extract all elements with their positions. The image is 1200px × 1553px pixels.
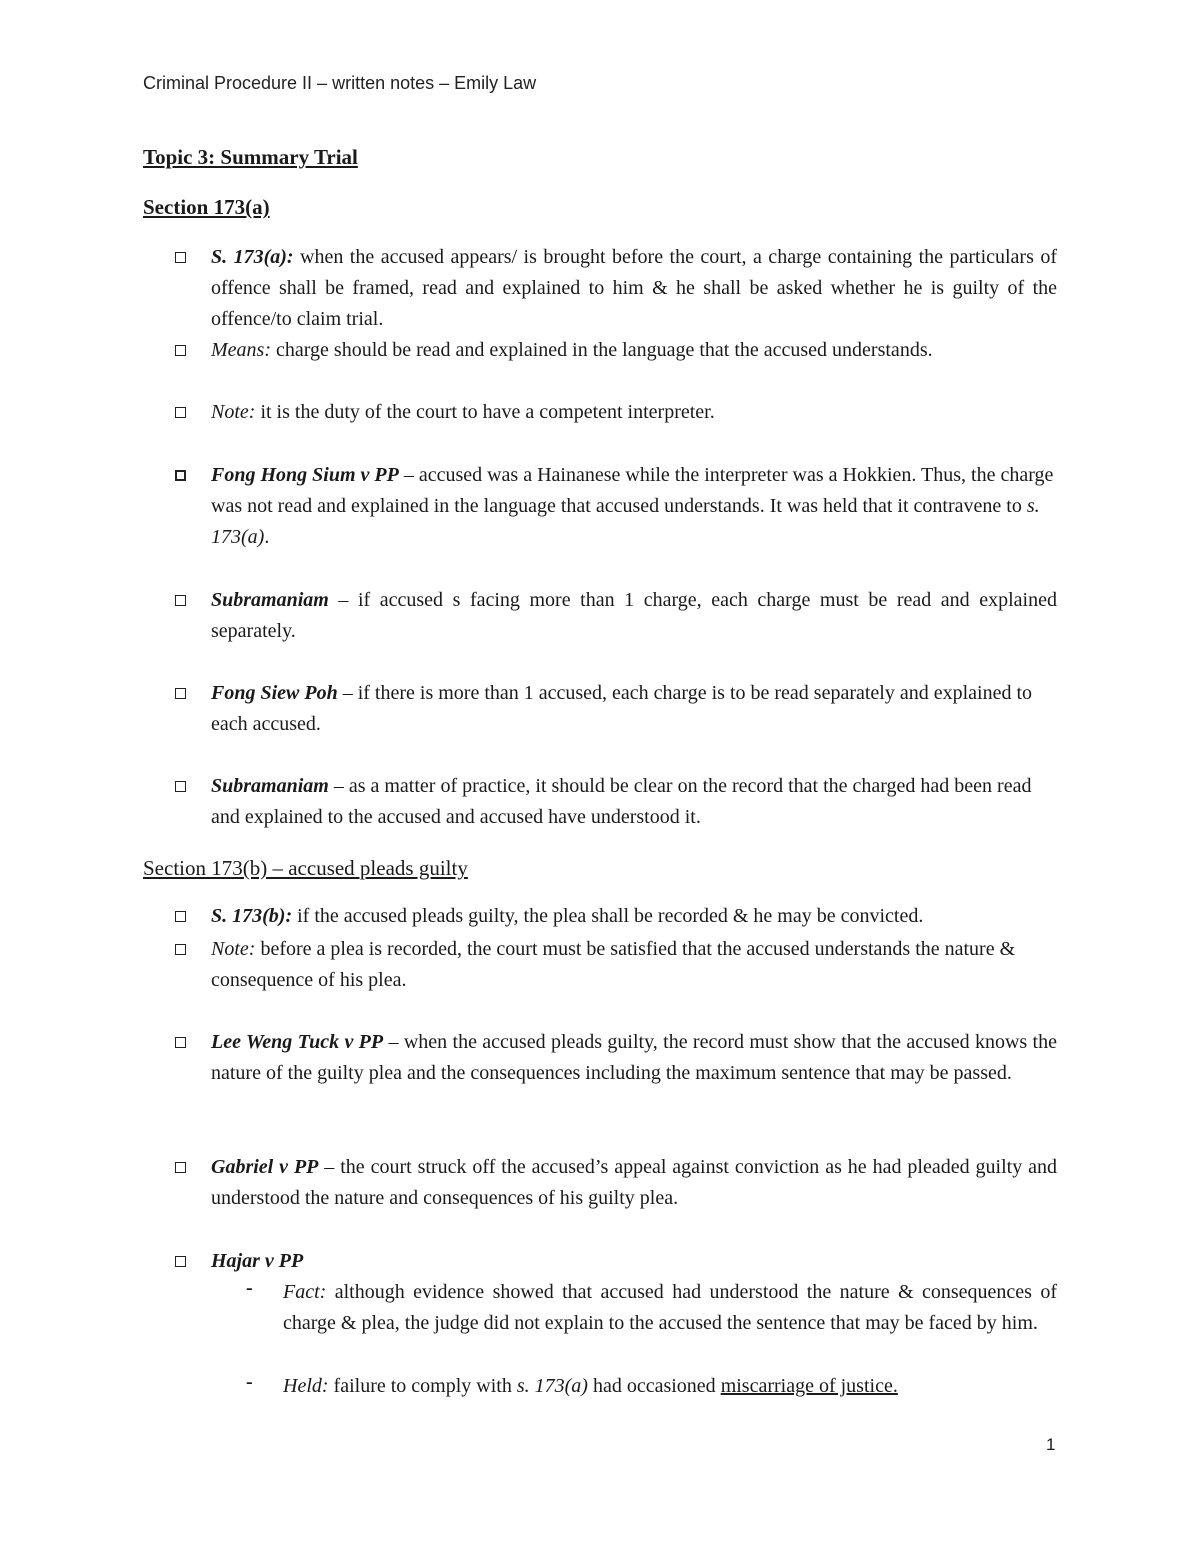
bullet-marker xyxy=(175,944,186,955)
dash-marker: - xyxy=(246,1371,253,1393)
section-heading-173b: Section 173(b) – accused pleads guilty xyxy=(143,856,468,880)
bullet-s173b: S. 173(b): if the accused pleads guilty, the plea shall be recorded & he may be convicted. xyxy=(211,905,924,927)
case-gabriel: Gabriel v PP – the court struck off the accused’s appeal against conviction as he had pleaded guilty and understood the nature and consequences of his guilty plea. xyxy=(211,1156,1057,1209)
bullet-means: Means: charge should be read and explained in the language that the accused understands. xyxy=(211,339,933,361)
page-number: 1 xyxy=(1046,1435,1056,1454)
bullet-marker xyxy=(175,911,186,922)
case-lee-weng-tuck: Lee Weng Tuck v PP – when the accused pleads guilty, the record must show that the accused knows the nature of the guilty plea and the consequences including the maximum sentence that may be passed. xyxy=(211,1031,1057,1084)
bullet-marker xyxy=(175,1162,186,1173)
bullet-note-plea: Note: before a plea is recorded, the court must be satisfied that the accused understands the nature & consequence of his plea. xyxy=(211,938,1016,991)
bullet-note-interpreter: Note: it is the duty of the court to have a competent interpreter. xyxy=(211,401,715,423)
bullet-marker xyxy=(175,470,186,481)
bullet-s173a: S. 173(a): when the accused appears/ is brought before the court, a charge containing the particulars of offence shall be framed, read and explained to him & he shall be asked whether he is guilty of the offence/to claim trial. xyxy=(211,246,1057,330)
hajar-fact: Fact: although evidence showed that accused had understood the nature & consequences of charge & plea, the judge did not explain to the accused the sentence that may be faced by him. xyxy=(283,1281,1057,1334)
case-fong-hong-sium: Fong Hong Sium v PP – accused was a Hainanese while the interpreter was a Hokkien. Thus, the charge was not read and explained in the language that accused understands. It was held that it contravene to s. 173(a). xyxy=(211,464,1054,548)
case-subramaniam-2: Subramaniam – as a matter of practice, it should be clear on the record that the charged had been read and explained to the accused and accused have understood it. xyxy=(211,775,1032,828)
bullet-marker xyxy=(175,1037,186,1048)
page-header: Criminal Procedure II – written notes – Emily Law xyxy=(143,73,537,93)
case-hajar: Hajar v PP xyxy=(211,1250,304,1272)
case-subramaniam-1: Subramaniam – if accused s facing more than 1 charge, each charge must be read and explained separately. xyxy=(211,589,1057,642)
case-fong-siew-poh: Fong Siew Poh – if there is more than 1 accused, each charge is to be read separately and explained to each accused. xyxy=(211,682,1033,735)
bullet-marker xyxy=(175,407,186,418)
bullet-marker xyxy=(175,595,186,606)
bullet-marker xyxy=(175,345,186,356)
section-heading-173a: Section 173(a) xyxy=(143,195,270,219)
bullet-marker xyxy=(175,688,186,699)
bullet-marker xyxy=(175,252,186,263)
bullet-marker xyxy=(175,1256,186,1267)
topic-title: Topic 3: Summary Trial xyxy=(143,145,358,169)
dash-marker: - xyxy=(246,1277,253,1299)
bullet-marker xyxy=(175,781,186,792)
hajar-held: Held: failure to comply with s. 173(a) had occasioned miscarriage of justice. xyxy=(283,1375,898,1397)
